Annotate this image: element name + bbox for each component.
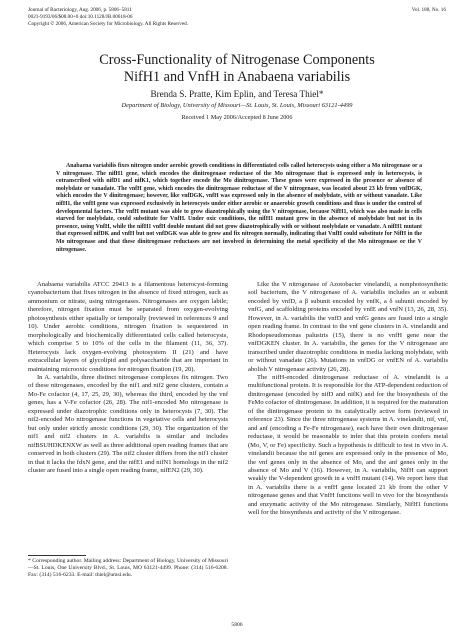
received-dates: Received 1 May 2006/Accepted 8 June 2006 [181, 114, 293, 122]
title-line-2: NifH1 and VnfH in Anabaena variabilis [123, 69, 351, 86]
affiliation: Department of Biology, University of Missouri—St. Louis, St. Louis, Missouri 63121-4499 [121, 102, 353, 110]
body-paragraph: The nifH-encoded dinitrogenase reductase of A. vinelandii is a multifunctional protein. It is responsible for the ATP-dependent reduction of dinitrogenase (encoded by nifD and nifK) and for the biosynthesis of the FeMo cofactor of dinitrogenase. In addition, it is required for the maturation of the dinitrogenase protein to its catalytically active form (reviewed in reference 23). Since the three nitrogenase systems in A. vinelandii, nif, vnf, and anf (encoding a Fe-Fe nitrogenase), each have their own dinitrogenase reductase, it would be reasonable to infer that this protein confers metal (Mo, V, or Fe) specificity. Such a hypothesis is difficult to test in vivo in A. vinelandii because the nif genes are expressed only in the presence of Mo, the vnf genes only in the absence of Mo, and the anf genes only in the absence of Mo and V (16). However, in A. variabilis, NifH can support weakly the V-dependent growth in a vnfH mutant (14). We report here that in A. variabilis there is a vnfH gene located 21 kb from the other V nitrogenase genes and that VnfH functions well in vivo for the biosynthesis and enzymatic activity of the Mo nitrogenase. Similarly, NifH1 functions well for the biosynthesis and activity of the V nitrogenase. [248, 373, 448, 517]
page-number: 5806 [231, 622, 243, 628]
title-line-1: Cross-Functionality of Nitrogenase Components [99, 52, 375, 68]
copyright-line: Copyright © 2006, American Society for Microbiology. All Rights Reserved. [28, 20, 189, 27]
author-list: Brenda S. Pratte, Kim Eplin, and Teresa Thiel* [150, 89, 324, 100]
article-title [20, 52, 454, 86]
volume-issue: Vol. 188, No. 16 [411, 7, 446, 13]
journal-citation: Journal of Bacteriology, Aug. 2006, p. 5806–5811 [28, 7, 132, 13]
body-column-right [248, 281, 448, 518]
footnote-divider [28, 555, 86, 556]
doi-line: 0021-9193/06/$08.00+0 doi:10.1128/JB.00618-06 [28, 13, 133, 20]
body-column-left [28, 281, 228, 475]
abstract: Anabaena variabilis fixes nitrogen under aerobic growth conditions in differentiated cells called heterocysts using either a Mo nitrogenase or a V nitrogenase. The nifH1 gene, which encodes the dinitrogenase reductase of the Mo nitrogenase that is expressed only in heterocysts, is cotranscribed with nifD1 and nifK1, which together encode the Mo dinitrogenase. These genes were expressed in the presence or absence of molybdate or vanadate. The vnfH gene, which encodes the dinitrogenase reductase of the V nitrogenase, was located about 23 kb from vnfDGK, which encodes the V dinitrogenase; however, like vnfDGK, vnfH was expressed only in the absence of molybdate, with or without vanadate. Like nifH1, the vnfH gene was expressed exclusively in heterocysts under either aerobic or anaerobic growth conditions and thus is under the control of developmental factors. The vnfH mutant was able to grow diazotrophically using the V nitrogenase, because NifH1, which was also made in cells starved for molybdate, could substitute for VnfH. Under oxic conditions, the nifH1 mutant grew in the absence of molybdate but not in its presence, using VnfH, while the nifH1 vnfH double mutant did not grow diazotrophically with or without molybdate or vanadate. A nifH1 mutant that expressed nifDK and vnfH but not vnfDGK was able to grow and fix nitrogen normally, indicating that VnfH could substitute for NifH in the Mo nitrogenase and that these dinitrogenase reductases are not involved in determining the metal specificity of the Mo nitrogenase or the V nitrogenase. [56, 163, 422, 253]
body-paragraph: Like the V nitrogenase of Azotobacter vinelandii, a nonphotosynthetic soil bacterium, the V nitrogenase of A. variabilis includes an α subunit encoded by vnfD, a β subunit encoded by vnfK, a δ subunit encoded by vnfG, and scaffolding proteins encoded by vnfE and vnfN (13, 26, 28, 35). However, in A. variabilis the vnfD and vnfG genes are fused into a single open reading frame. In contrast to the vnf gene clusters in A. vinelandii and Rhodopseudomonas palustris (15), there is no vnfH gene near the vnfDGKEN cluster. In A. variabilis, the genes for the V nitrogenase are transcribed under diazotrophic conditions in media lacking molybdate, with or without vanadate (26). Mutations in vnfDG or vnfEN of A. variabilis abolish V nitrogenase activity (26, 28). [248, 281, 448, 373]
title-block [20, 52, 454, 122]
body-paragraph: In A. variabilis, three distinct nitrogenase complexes fix nitrogen. Two of these nitrogenases, encoded by the nif1 and nif2 gene clusters, contain a Mo-Fe cofactor (4, 17, 25, 29, 30), whereas the third, encoded by the vnf genes, has a V-Fe cofactor (26, 28). The nif1-encoded Mo nitrogenase is expressed under diazotrophic conditions only in heterocysts (7, 30). The nif2-encoded Mo nitrogenase functions in vegetative cells and heterocysts but only under strictly anoxic conditions (29, 30). The organization of the nif1 and nif2 clusters in A. variabilis is similar and includes nifBSUHDKENXW as well as three additional open reading frames that are conserved in both clusters (29). The nif2 cluster differs from the nif1 cluster in that it lacks the fdxN gene, and the nifE1 and nifN1 homologs in the nif2 cluster are fused into a single open reading frame, nifEN2 (29, 30). [28, 373, 228, 474]
journal-header [28, 7, 288, 27]
body-paragraph: Anabaena variabilis ATCC 29413 is a filamentous heterocyst-forming cyanobacterium that fixes nitrogen in the absence of fixed nitrogen, such as ammonium or nitrate, using nitrogenases. Nitrogenases are oxygen labile; therefore, nitrogen fixation must be separated from oxygen-evolving photosynthesis either spatially or temporally (reviewed in references 9 and 10). Under aerobic conditions, nitrogen fixation is sequestered in morphologically and biochemically differentiated cells called heterocysts, which comprise 5 to 10% of the cells in the filament (11, 36, 37). Heterocysts lack oxygen-evolving photosystem II (21) and have extracellular layers of glycolipid and polysaccharide that are important in maintaining microoxic conditions for nitrogen fixation (19, 20). [28, 281, 228, 373]
corresponding-author-footnote: * Corresponding author. Mailing address: Department of Biology, University of Missouri—St. Louis, One University Blvd., St. Louis, MO 63121-4499. Phone: (314) 516-6208. Fax: (314) 516-6233. E-mail: thiel@umsl.edu. [28, 558, 228, 579]
